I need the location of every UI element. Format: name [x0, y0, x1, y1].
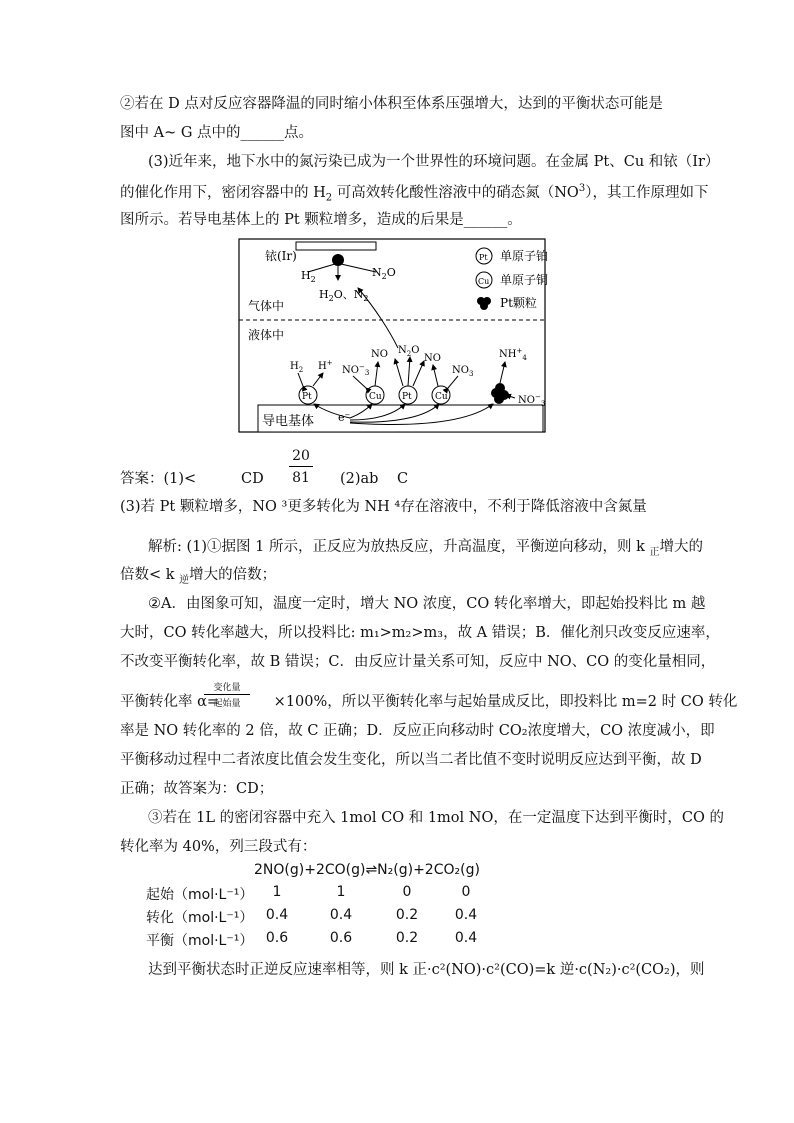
table-cell: 0.6: [329, 930, 353, 946]
answer-part2: (2)ab: [340, 471, 379, 487]
text-line: 解析: (1)①据图 1 所示，正反应为放热反应，升高温度，平衡逆向移动，则 k $_正$增大的: [148, 539, 703, 558]
liquid-phase-label: 液体中: [248, 328, 285, 342]
species-label: $NO_3$: [452, 365, 474, 378]
species-label: $NH^+_4$: [499, 347, 527, 362]
text-line: ②A．由图象可知，温度一定时，增大 NO 浓度，CO 转化率增大，即起始投料比 m 越: [148, 596, 706, 612]
svg-text:Pt: Pt: [402, 392, 412, 402]
n2o-label: $N_2O$: [372, 266, 396, 281]
svg-text:Cu: Cu: [435, 392, 448, 402]
h2-label: $H_2$: [301, 269, 316, 284]
table-cell: 0.4: [329, 907, 353, 923]
species-label: $NO^-_3$: [518, 393, 546, 408]
table-cell: 0.4: [454, 930, 478, 946]
species-label: H+: [318, 359, 333, 372]
table-cell: 0: [402, 884, 412, 900]
table-cell: 0.2: [395, 907, 419, 923]
text-line: 的催化作用下，密闭容器中的 $H_2$ 可高效转化酸性溶液中的硝态氮$(NO^3)$，其工作原理如下: [120, 183, 709, 204]
gas-phase-label: 气体中: [248, 299, 285, 313]
text-line: 图中 A~ G 点中的______点。: [120, 125, 314, 141]
table-cell: 0.4: [454, 907, 478, 923]
answer-label: 答案：(1)<: [120, 471, 197, 487]
text-line: ③若在 1L 的密闭容器中充入 1mol CO 和 1mol NO，在一定温度下达到平衡时，CO 的: [148, 810, 724, 826]
table-row-label: 起始（mol·L⁻¹）: [146, 887, 254, 903]
table-cell: 0.6: [265, 930, 289, 946]
text-line: 转化率为 40%，列三段式有：: [120, 839, 317, 855]
answer-part1: CD: [241, 471, 264, 487]
text-line: 率是 NO 转化率的 2 倍，故 C 正确；D．反应正向移动时 CO₂浓度增大，CO 浓度减小，即: [120, 723, 715, 739]
answer-line2: (3)若 Pt 颗粒增多，NO ³更多转化为 NH ⁴存在溶液中，不利于降低溶液中含氮量: [120, 499, 647, 515]
ir-label: 铱(Ir): [265, 249, 297, 263]
conversion-fraction: 变化量 起始量: [204, 680, 250, 709]
text-line: 达到平衡状态时正逆反应速率相等，则 k 正·c²(NO)·c²(CO)=k 逆·c(N₂)·c²(CO₂)，则: [148, 962, 705, 978]
legend-pt-particle: Pt颗粒: [500, 296, 537, 310]
species-label: $H_2$: [290, 361, 304, 374]
table-row-label: 转化（mol·L⁻¹）: [146, 910, 254, 926]
text-line: 倍数< k $_逆$增大的倍数；: [120, 567, 277, 586]
cu-legend-icon: Cu: [478, 277, 490, 286]
text-line: 不改变平衡转化率，故 B 错误；C．由反应计量关系可知，反应中 NO、CO 的变化量相同，: [120, 654, 716, 670]
h2o-n2-label: $H_2O$、$N_2$: [319, 288, 369, 303]
electron-label: e−: [338, 411, 351, 424]
svg-text:Cu: Cu: [369, 392, 382, 402]
species-label: NO: [424, 353, 441, 364]
text-line: ②若在 D 点对反应容器降温的同时缩小体积至体系压强增大，达到的平衡状态可能是: [120, 96, 663, 112]
table-cell: 0.2: [395, 930, 419, 946]
legend-cu: 单原子铜: [500, 273, 548, 287]
reaction-diagram: [238, 238, 548, 434]
text-line: 平衡移动过程中二者浓度比值会发生变化，所以当二者比值不变时说明反应达到平衡，故 D: [120, 752, 702, 768]
text-line: (3)近年来，地下水中的氮污染已成为一个世界性的环境问题。在金属 Pt、Cu 和铱（Ir）: [148, 154, 720, 170]
text-line: 图所示。若导电基体上的 Pt 颗粒增多，造成的后果是______。: [120, 212, 522, 228]
species-label: NO: [371, 349, 388, 360]
text-line: 平衡转化率 α= ×100%，所以平衡转化率与起始量成反比，即投料比 m=2 时 CO 转化: [120, 694, 738, 710]
legend-pt: 单原子铂: [500, 249, 548, 263]
table-cell: 1: [272, 884, 282, 900]
text-line: 大时，CO 转化率越大，所以投料比: m₁>m₂>m₃，故 A 错误；B．催化剂只改变反应速率，: [120, 625, 720, 641]
substrate-label: 导电基体: [262, 414, 315, 429]
text-line: 正确；故答案为：CD；: [120, 781, 274, 797]
pt-legend-icon: Pt: [479, 253, 488, 262]
table-cell: 0: [461, 884, 471, 900]
answer-part3: C: [397, 471, 409, 487]
species-label: $N_2O$: [398, 345, 420, 358]
svg-text:Pt: Pt: [302, 392, 312, 402]
table-cell: 1: [336, 884, 346, 900]
answer-fraction: $\frac{20}{81}$: [289, 448, 313, 486]
reaction-equation: 2NO(g)+2CO(g)⇌N₂(g)+2CO₂(g): [254, 862, 480, 878]
table-cell: 0.4: [265, 907, 289, 923]
table-row-label: 平衡（mol·L⁻¹）: [146, 933, 254, 949]
species-label: $NO^-_3$: [342, 363, 370, 377]
